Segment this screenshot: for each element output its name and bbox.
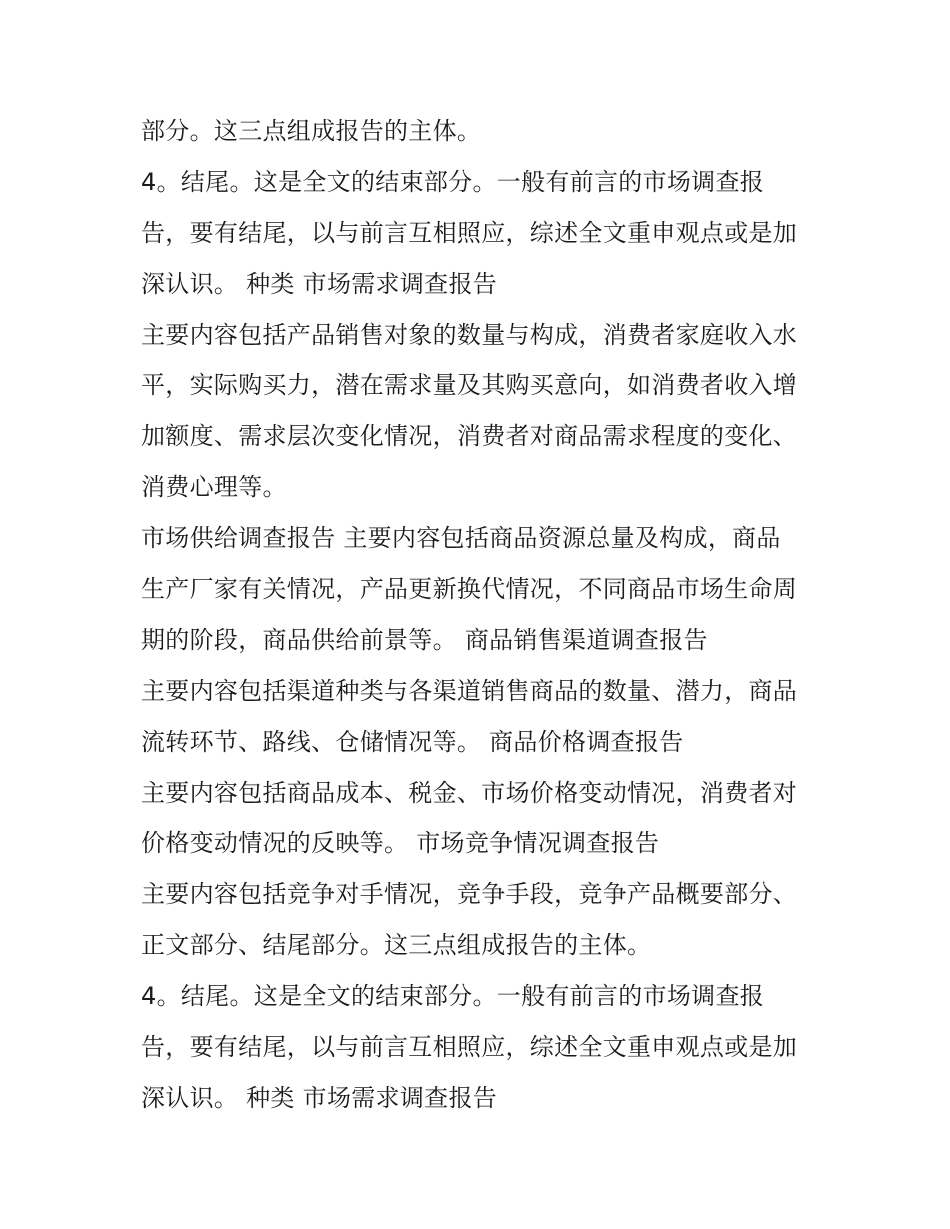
text-line: 告，要有结尾，以与前言互相照应，综述全文重申观点或是加 xyxy=(141,1033,798,1062)
text-line: 流转环节、路线、仓储情况等。 商品价格调查报告 xyxy=(141,727,684,756)
text-line: 告，要有结尾，以与前言互相照应，综述全文重申观点或是加 xyxy=(141,218,798,247)
text-line: 价格变动情况的反映等。 市场竞争情况调查报告 xyxy=(141,829,660,858)
text-line: 加额度、需求层次变化情况，消费者对商品需求程度的变化、 xyxy=(141,422,798,451)
text-line: 部分。这三点组成报告的主体。 xyxy=(141,117,482,145)
text-line: 正文部分、结尾部分。这三点组成报告的主体。 xyxy=(141,931,652,960)
text-line: 平，实际购买力，潜在需求量及其购买意向，如消费者收入增 xyxy=(141,371,798,400)
text-line: 消费心理等。 xyxy=(141,473,287,502)
text-line: 主要内容包括竞争对手情况，竞争手段，竞争产品概要部分、 xyxy=(141,880,798,909)
text-line: 市场供给调查报告 主要内容包括商品资源总量及构成，商品 xyxy=(141,524,781,553)
text-line: 深认识。 种类 市场需求调查报告 xyxy=(141,1083,498,1112)
text-line: 4。结尾。这是全文的结束部分。一般有前言的市场调查报 xyxy=(141,167,765,196)
text-line: 期的阶段，商品供给前景等。 商品销售渠道调查报告 xyxy=(141,625,708,654)
document-body xyxy=(141,106,841,1124)
text-line: 4。结尾。这是全文的结束部分。一般有前言的市场调查报 xyxy=(141,982,765,1011)
text-line: 深认识。 种类 市场需求调查报告 xyxy=(141,269,498,298)
text-line: 主要内容包括商品成本、税金、市场价格变动情况，消费者对 xyxy=(141,778,798,807)
text-line: 主要内容包括产品销售对象的数量与构成，消费者家庭收入水 xyxy=(141,320,798,349)
text-line: 主要内容包括渠道种类与各渠道销售商品的数量、潜力，商品 xyxy=(141,676,798,705)
text-line: 生产厂家有关情况，产品更新换代情况，不同商品市场生命周 xyxy=(141,575,798,604)
